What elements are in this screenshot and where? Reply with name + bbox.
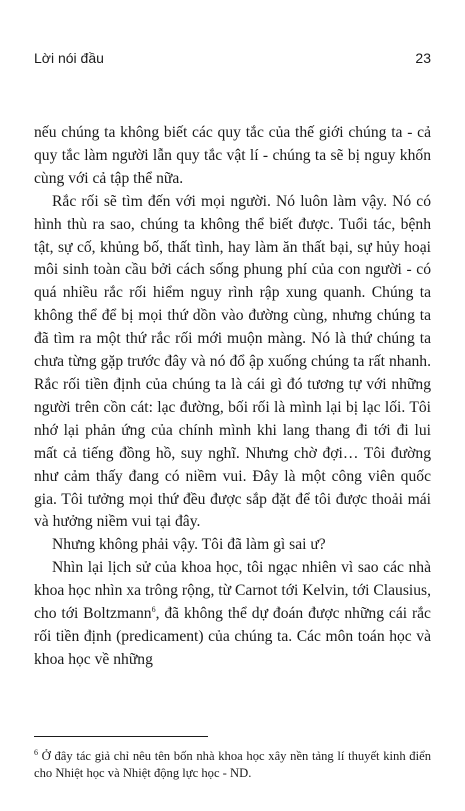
paragraph-2: Rắc rối sẽ tìm đến với mọi người. Nó luôn làm vậy. Nó có hình thù ra sao, chúng ta không thể biết được. Tuổi tác, bệnh tật, sự cố, khủng bố, thất tình, hay làm ăn thất bại, sự hủy hoại môi sinh toàn cầu bởi cách sống phung phí của con người - có quá nhiều rắc rối hiểm nguy rình rập xung quanh. Chúng ta không thể để bị mọi thứ dồn vào đường cùng, nhưng chúng ta đã tìm ra một thứ rắc rối mới muộn màng. Nó là thứ chúng ta chưa từng gặp trước đây và nó đổ ập xuống chúng ta rất nhanh. Rắc rối tiền định của chúng ta là cái gì đó tương tự với những người trên cồn cát: lạc đường, bối rối là mình lại bị lạc lối. Tôi nhớ lại phản ứng của chính mình khi lang thang đi tới đi lui mất cả tiếng đồng hồ, suy nghĩ. Nhưng chờ đợi… Tôi đường như cảm thấy đang có niềm vui. Đây là một công viên quốc gia. Tôi tưởng mọi thứ đều được sắp đặt để tôi được thoải mái và hưởng niềm vui tại đây. xyxy=(34,192,431,531)
paragraph-4 xyxy=(34,557,431,672)
footnote-reference: 6 xyxy=(151,604,156,614)
footnote-marker: 6 xyxy=(34,747,38,757)
body-text xyxy=(34,122,431,672)
chapter-title: Lời nói đầu xyxy=(34,50,104,66)
footnote xyxy=(34,748,431,782)
paragraph-3: Nhưng không phải vậy. Tôi đã làm gì sai ư? xyxy=(52,536,326,554)
footnote-text: Ở đây tác giả chỉ nêu tên bốn nhà khoa học xây nền tảng lí thuyết kinh điển cho Nhiệt học và Nhiệt động lực học - ND. xyxy=(34,749,431,780)
footnote-divider xyxy=(34,736,208,737)
paragraph-1: nếu chúng ta không biết các quy tắc của thế giới chúng ta - cả quy tắc làm người lẫn quy tắc vật lí - chúng ta sẽ bị nguy khốn cùng với cả tập thể nữa. xyxy=(34,124,431,187)
paragraph-4-before-ref: Nhìn lại lịch sử của khoa học, tôi ngạc nhiên vì sao các nhà khoa học nhìn xa trông rộng, từ Carnot tới Kelvin, tới Clausius, cho tới Boltzmann xyxy=(34,559,431,623)
page-number: 23 xyxy=(415,50,431,66)
paragraph-4-after-ref: , đã không thể dự đoán được những cái rắc rối tiền định (predicament) của chúng ta. Các môn toán học và khoa học về những xyxy=(34,605,431,668)
running-header xyxy=(34,50,431,72)
